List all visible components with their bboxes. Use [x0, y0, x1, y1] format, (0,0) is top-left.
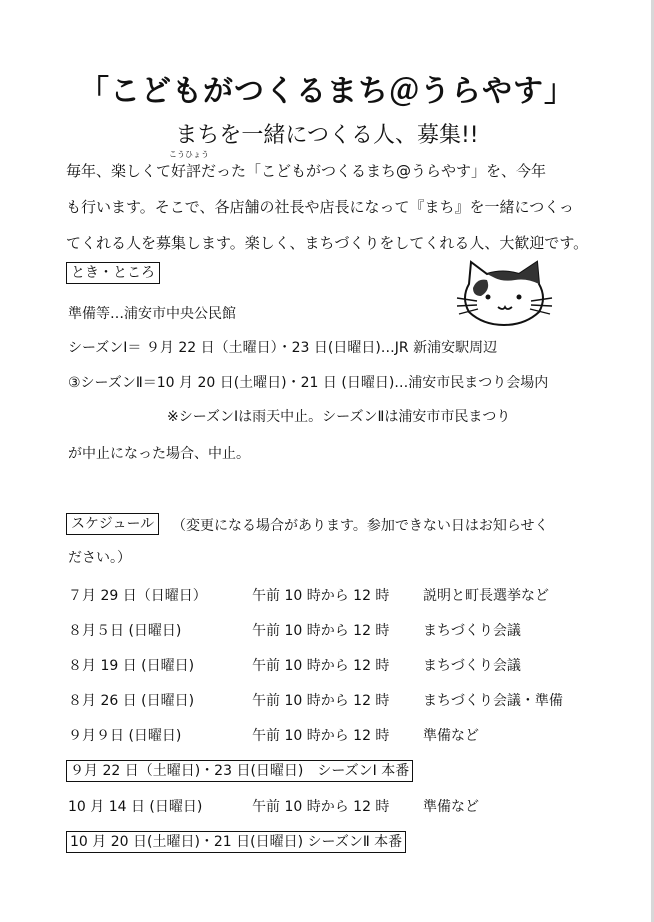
schedule-desc: 準備など: [423, 728, 479, 744]
schedule-date: ８月 26 日 (日曜日): [68, 693, 195, 709]
prep-location: 準備等…浦安市中央公民館: [68, 306, 236, 322]
schedule-time: 午前 10 時から 12 時: [252, 623, 390, 639]
ruby-reading: こうひょう: [169, 150, 210, 159]
place-heading: とき・ところ: [66, 262, 160, 284]
intro-text-b: だった「こどもがつくるまち@うらやす」を、今年: [201, 162, 547, 180]
rain-note-2: が中止になった場合、中止。: [68, 446, 250, 462]
season-1-main-event: ９月 22 日（土曜日)・23 日(日曜日) シーズンⅠ 本番: [66, 760, 413, 782]
schedule-time: 午前 10 時から 12 時: [252, 799, 390, 815]
schedule-desc: 説明と町長選挙など: [423, 588, 549, 604]
schedule-heading: スケジュール: [66, 513, 159, 535]
schedule-desc: まちづくり会議: [423, 658, 521, 674]
ruby-base: 好評: [171, 162, 202, 180]
schedule-time: 午前 10 時から 12 時: [252, 693, 390, 709]
intro-line-2: も行います。そこで、各店舗の社長や店長になって『まち』を一緒につくっ: [66, 198, 574, 216]
ruby-word: [169, 150, 210, 181]
schedule-note-2: ださい。）: [68, 550, 131, 566]
season-2-main-event: 10 月 20 日(土曜日)・21 日(日曜日) シーズンⅡ 本番: [66, 831, 406, 853]
schedule-desc: 準備など: [423, 799, 479, 815]
schedule-note-1: （変更になる場合があります。参加できない日はお知らせく: [172, 518, 549, 534]
season-1-dates: シーズンⅠ＝ ９月 22 日（土曜日）・23 日(日曜日)…JR 新浦安駅周辺: [68, 340, 498, 356]
season-2-dates: ③シーズンⅡ＝10 月 20 日(土曜日)・21 日 (日曜日)…浦安市民まつり会場内: [68, 375, 549, 391]
schedule-date: ８月 19 日 (日曜日): [68, 658, 195, 674]
intro-text-a: 毎年、楽しくて: [66, 162, 172, 180]
schedule-time: 午前 10 時から 12 時: [252, 658, 390, 674]
schedule-date: ９月９日 (日曜日): [68, 728, 182, 744]
cat-face-icon: [455, 258, 555, 332]
page-subtitle: まちを一緒につくる人、募集!!: [175, 123, 479, 148]
schedule-date: 10 月 14 日 (日曜日): [68, 799, 203, 815]
schedule-time: 午前 10 時から 12 時: [252, 728, 390, 744]
page-title: 「こどもがつくるまち＠うらやす」: [79, 74, 575, 109]
schedule-time: 午前 10 時から 12 時: [252, 588, 390, 604]
rain-note-1: ※シーズンⅠは雨天中止。シーズンⅡは浦安市市民まつり: [167, 409, 511, 425]
schedule-date: ７月 29 日（日曜日）: [68, 588, 207, 604]
intro-line-3: てくれる人を募集します。楽しく、まちづくりをしてくれる人、大歓迎です。: [66, 234, 589, 252]
schedule-date: ８月５日 (日曜日): [68, 623, 182, 639]
intro-line-1: [66, 150, 606, 181]
schedule-desc: まちづくり会議: [423, 623, 521, 639]
schedule-desc: まちづくり会議・準備: [423, 693, 563, 709]
